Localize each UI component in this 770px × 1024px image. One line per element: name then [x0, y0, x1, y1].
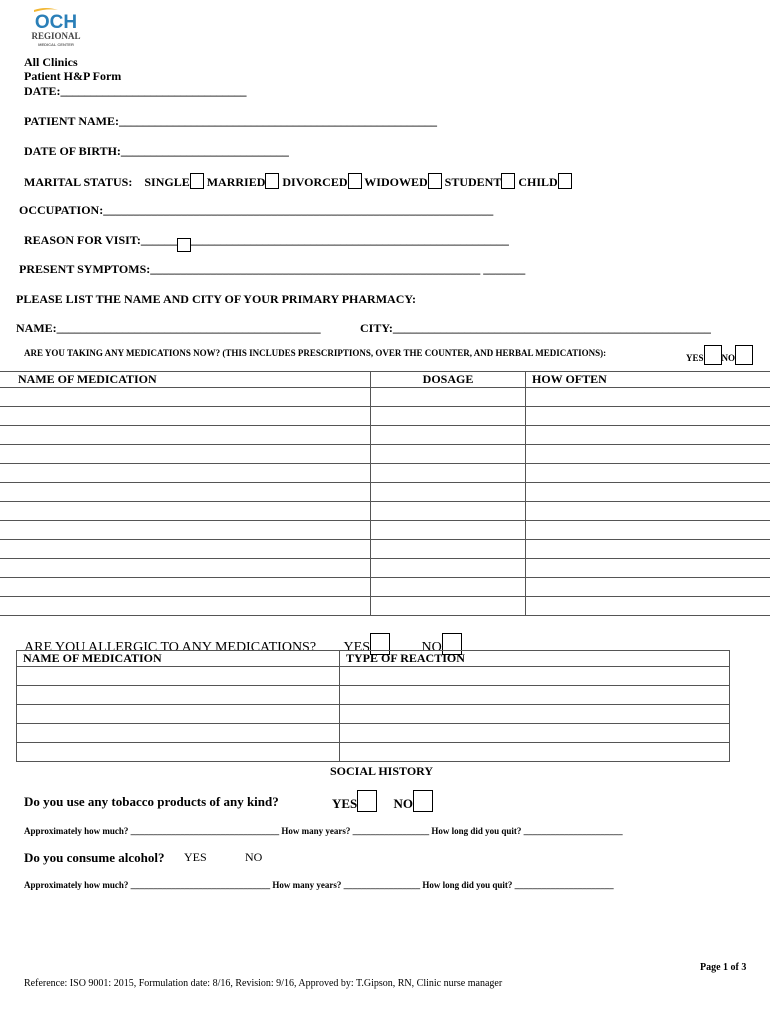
- allergy-cell[interactable]: [340, 743, 730, 762]
- allergy-yes-label: YES: [343, 640, 370, 655]
- medication-cell[interactable]: [526, 426, 770, 445]
- table-row: [0, 540, 770, 559]
- allergy-cell[interactable]: [340, 724, 730, 743]
- medication-cell[interactable]: [0, 388, 371, 407]
- medications-yes-label: YES: [686, 353, 704, 363]
- marital-student-label: STUDENT: [444, 175, 502, 189]
- tobacco-yes-checkbox[interactable]: [357, 790, 377, 812]
- pharmacy-name-field[interactable]: NAME:____________________________________________: [16, 321, 321, 335]
- medication-cell[interactable]: [371, 407, 526, 426]
- reason-checkbox[interactable]: [177, 238, 191, 252]
- medication-cell[interactable]: [0, 445, 371, 464]
- marital-widowed-checkbox[interactable]: [428, 173, 442, 189]
- medication-cell[interactable]: [371, 464, 526, 483]
- allergy-table-body: [17, 667, 730, 762]
- medication-cell[interactable]: [0, 597, 371, 616]
- table-row: [0, 426, 770, 445]
- svg-text:OCH: OCH: [34, 12, 78, 33]
- medication-cell[interactable]: [371, 521, 526, 540]
- col-dosage: DOSAGE: [371, 372, 526, 388]
- table-row: [0, 483, 770, 502]
- alcohol-detail-fields[interactable]: Approximately how much? _______________________________ How many years? _________________ How long did you quit? ______________________: [24, 880, 614, 890]
- medications-table-body: [0, 388, 770, 616]
- col-how-often: HOW OFTEN: [526, 372, 770, 388]
- medication-cell[interactable]: [371, 502, 526, 521]
- header-clinics: All Clinics: [24, 55, 78, 69]
- allergy-cell[interactable]: [17, 705, 340, 724]
- alcohol-yes-label[interactable]: YES: [184, 850, 207, 864]
- reason-line: _____________________________________________________: [190, 233, 509, 247]
- reference-footer: Reference: ISO 9001: 2015, Formulation date: 8/16, Revision: 9/16, Approved by: T.Gipson, RN, Clinic nurse manager: [24, 978, 503, 989]
- medication-cell[interactable]: [371, 483, 526, 502]
- tobacco-detail-fields[interactable]: Approximately how much? _________________________________ How many years? _________________ How long did you quit? ______________________: [24, 826, 623, 836]
- date-field[interactable]: DATE:_______________________________: [24, 84, 247, 98]
- medication-cell[interactable]: [371, 426, 526, 445]
- medication-cell[interactable]: [526, 578, 770, 597]
- alcohol-question: Do you consume alcohol?: [24, 850, 165, 865]
- tobacco-yes-label: YES: [332, 796, 358, 811]
- header-form-title: Patient H&P Form: [24, 69, 122, 83]
- col-type-of-reaction: TYPE OF REACTION: [340, 651, 730, 667]
- medication-cell[interactable]: [526, 521, 770, 540]
- medication-cell[interactable]: [371, 559, 526, 578]
- table-row: [0, 388, 770, 407]
- medication-cell[interactable]: [526, 502, 770, 521]
- table-row: [17, 686, 730, 705]
- allergy-cell[interactable]: [340, 686, 730, 705]
- table-row: [0, 464, 770, 483]
- allergy-cell[interactable]: [17, 686, 340, 705]
- medications-table: [0, 371, 770, 616]
- tobacco-question: Do you use any tobacco products of any kind?: [24, 794, 279, 809]
- medication-cell[interactable]: [371, 540, 526, 559]
- medications-no-label: NO: [721, 353, 736, 363]
- medications-no-checkbox[interactable]: [735, 345, 753, 365]
- social-history-heading: SOCIAL HISTORY: [330, 764, 434, 778]
- marital-status-row: [24, 173, 572, 190]
- patient-name-field[interactable]: PATIENT NAME:_____________________________________________________: [24, 114, 438, 128]
- dob-field[interactable]: DATE OF BIRTH:____________________________: [24, 144, 289, 158]
- tobacco-no-checkbox[interactable]: [413, 790, 433, 812]
- table-row: [17, 724, 730, 743]
- medication-cell[interactable]: [0, 540, 371, 559]
- tobacco-yes-no: [332, 790, 433, 812]
- table-row: [0, 502, 770, 521]
- reason-for-visit-field[interactable]: [24, 233, 509, 252]
- medication-cell[interactable]: [526, 464, 770, 483]
- svg-text:MEDICAL CENTER: MEDICAL CENTER: [38, 42, 74, 47]
- medication-cell[interactable]: [0, 464, 371, 483]
- medication-cell[interactable]: [371, 388, 526, 407]
- table-row: [0, 597, 770, 616]
- marital-married-checkbox[interactable]: [265, 173, 279, 189]
- medication-cell[interactable]: [0, 502, 371, 521]
- marital-status-label: MARITAL STATUS:: [24, 175, 133, 189]
- occupation-field[interactable]: OCCUPATION:_________________________________________________________________: [19, 203, 494, 217]
- marital-student-checkbox[interactable]: [501, 173, 515, 189]
- medication-cell[interactable]: [0, 578, 371, 597]
- medications-yes-no: [686, 345, 753, 365]
- medications-question: ARE YOU TAKING ANY MEDICATIONS NOW? (THIS INCLUDES PRESCRIPTIONS, OVER THE COUNTER, AND HERBAL MEDICATIONS):: [24, 348, 607, 358]
- allergy-cell[interactable]: [340, 667, 730, 686]
- allergy-question: ARE YOU ALLERGIC TO ANY MEDICATIONS?: [24, 640, 317, 655]
- pharmacy-heading: PLEASE LIST THE NAME AND CITY OF YOUR PRIMARY PHARMACY:: [16, 292, 416, 306]
- tobacco-no-label: NO: [393, 796, 414, 811]
- marital-divorced-label: DIVORCED: [282, 175, 348, 189]
- marital-child-checkbox[interactable]: [558, 173, 572, 189]
- pharmacy-city-field[interactable]: CITY:_____________________________________________________: [360, 321, 711, 335]
- medication-cell[interactable]: [0, 426, 371, 445]
- marital-widowed-label: WIDOWED: [364, 175, 428, 189]
- reason-label: REASON FOR VISIT:______: [24, 233, 177, 247]
- medication-cell[interactable]: [371, 445, 526, 464]
- allergy-cell[interactable]: [17, 667, 340, 686]
- allergy-cell[interactable]: [340, 705, 730, 724]
- medication-cell[interactable]: [0, 521, 371, 540]
- medication-cell[interactable]: [371, 578, 526, 597]
- medication-cell[interactable]: [526, 445, 770, 464]
- medication-cell[interactable]: [526, 540, 770, 559]
- medications-yes-checkbox[interactable]: [704, 345, 722, 365]
- medication-cell[interactable]: [526, 559, 770, 578]
- alcohol-no-label[interactable]: NO: [245, 850, 263, 864]
- table-row: [0, 578, 770, 597]
- medication-cell[interactable]: [0, 407, 371, 426]
- table-row: [0, 559, 770, 578]
- marital-divorced-checkbox[interactable]: [348, 173, 362, 189]
- col-allergy-medication: NAME OF MEDICATION: [17, 651, 340, 667]
- medication-cell[interactable]: [0, 559, 371, 578]
- allergy-no-label: NO: [421, 640, 442, 655]
- table-row: [17, 743, 730, 762]
- allergy-cell[interactable]: [17, 724, 340, 743]
- table-row: [0, 521, 770, 540]
- medication-cell[interactable]: [371, 597, 526, 616]
- marital-single-checkbox[interactable]: [190, 173, 204, 189]
- present-symptoms-field[interactable]: PRESENT SYMPTOMS:_______________________________________________________ _______: [19, 262, 526, 276]
- allergy-table: [16, 650, 730, 762]
- medication-cell[interactable]: [526, 388, 770, 407]
- marital-single-label: SINGLE: [144, 175, 190, 189]
- medication-cell[interactable]: [526, 483, 770, 502]
- svg-text:REGIONAL: REGIONAL: [31, 31, 81, 41]
- table-row: [0, 445, 770, 464]
- allergy-cell[interactable]: [17, 743, 340, 762]
- medication-cell[interactable]: [526, 407, 770, 426]
- table-row: [17, 667, 730, 686]
- och-logo: [28, 6, 84, 48]
- table-row: [17, 705, 730, 724]
- medication-cell[interactable]: [526, 597, 770, 616]
- page-number: Page 1 of 3: [700, 962, 747, 973]
- marital-married-label: MARRIED: [206, 175, 266, 189]
- marital-child-label: CHILD: [518, 175, 558, 189]
- medication-cell[interactable]: [0, 483, 371, 502]
- table-row: [0, 407, 770, 426]
- col-name-of-medication: NAME OF MEDICATION: [0, 372, 371, 388]
